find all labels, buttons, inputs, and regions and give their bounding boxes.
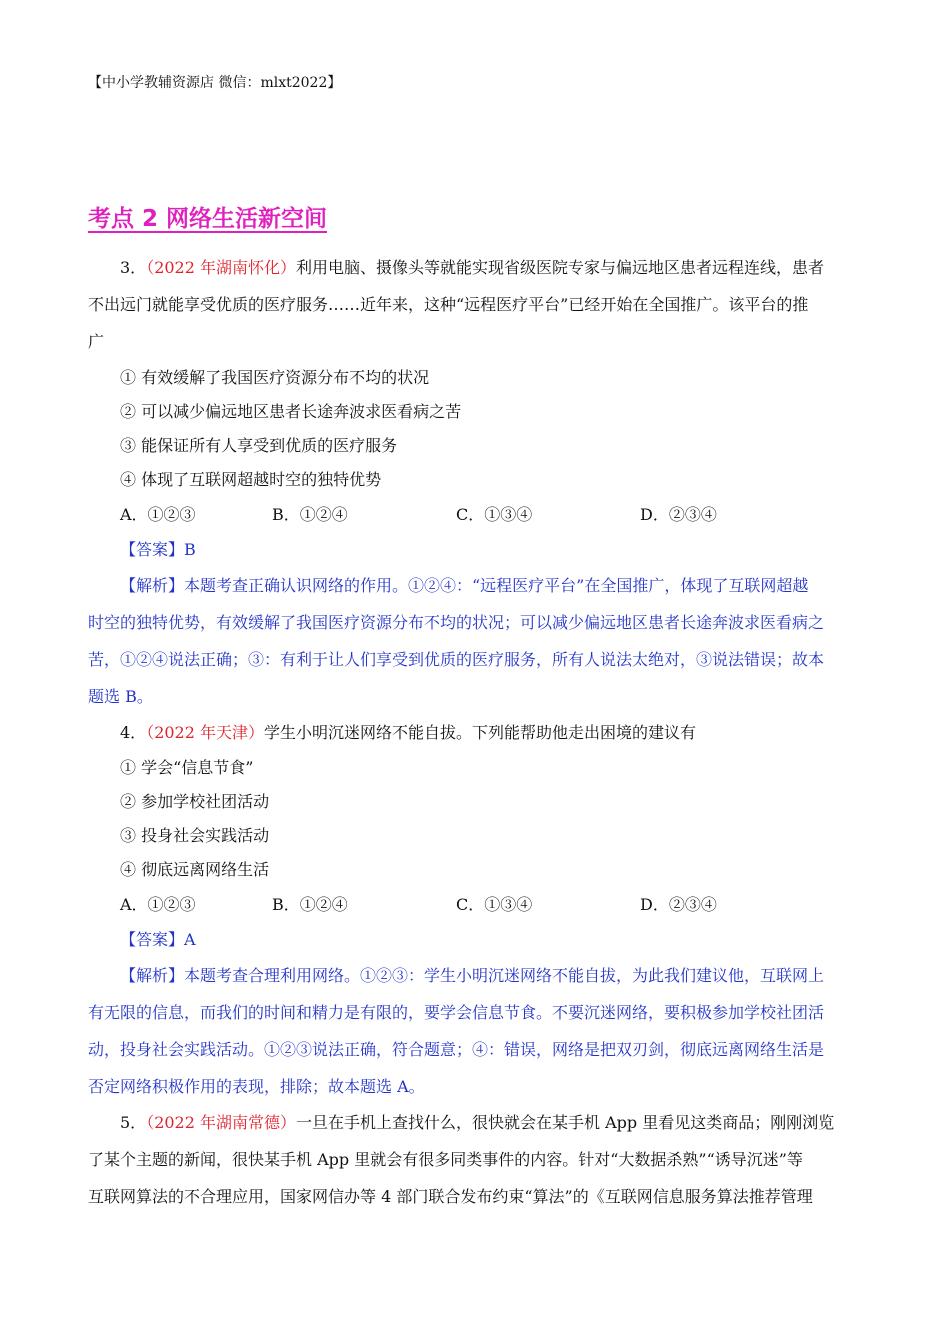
question-source: （2022 年湖南怀化） (146, 258, 296, 277)
stem-text: 一旦在手机上查找什么，很快就会在某手机 App 里看见这类商品；刚刚浏览 (296, 1113, 835, 1132)
question-number: 5． (120, 1113, 147, 1132)
question-3-analysis-line-4: 题选 B。 (88, 687, 153, 706)
question-5-stem-line-3: 互联网算法的不合理应用，国家网信办等 4 部门联合发布约束“算法”的《互联网信息服务算法推荐管理 (88, 1187, 813, 1206)
question-4-analysis-line-3: 动，投身社会实践活动。①②③说法正确，符合题意；④：错误，网络是把双刃剑，彻底远离网络生活是 (88, 1040, 825, 1059)
question-number: 4． (120, 723, 147, 742)
question-3-analysis-line-1: 【解析】本题考查正确认识网络的作用。①②④：“远程医疗平台”在全国推广，体现了互联网超越 (120, 576, 809, 595)
question-source: （2022 年湖南常德） (146, 1113, 296, 1132)
question-3-item-4: ④ 体现了互联网超越时空的独特优势 (120, 470, 382, 489)
question-4-item-4: ④ 彻底远离网络生活 (120, 860, 270, 879)
question-4-stem-line-1 (120, 723, 696, 743)
question-3-choice-b: B．①②④ (272, 505, 348, 524)
question-3-choice-a: A．①②③ (120, 505, 196, 524)
question-5-stem-line-1 (120, 1113, 834, 1133)
question-4-item-2: ② 参加学校社团活动 (120, 792, 270, 811)
question-4-item-1: ① 学会“信息节食” (120, 758, 254, 777)
question-3-answer: 【答案】B (120, 540, 196, 559)
question-3-item-2: ② 可以减少偏远地区患者长途奔波求医看病之苦 (120, 402, 462, 421)
question-3-item-1: ① 有效缓解了我国医疗资源分布不均的状况 (120, 368, 430, 387)
question-3-stem-line-2: 不出远门就能享受优质的医疗服务……近年来，这种“远程医疗平台”已经开始在全国推广。该平台的推 (88, 295, 809, 314)
question-4-choice-c: C．①③④ (456, 895, 533, 914)
question-4-analysis-line-1: 【解析】本题考查合理利用网络。①②③：学生小明沉迷网络不能自拔，为此我们建议他，互联网上 (120, 966, 825, 985)
question-4-choice-d: D．②③④ (640, 895, 717, 914)
stem-text: 利用电脑、摄像头等就能实现省级医院专家与偏远地区患者远程连线，患者 (296, 258, 825, 277)
question-number: 3． (120, 258, 147, 277)
question-3-analysis-line-3: 苦，①②④说法正确；③：有利于让人们享受到优质的医疗服务，所有人说法太绝对，③说法错误；故本 (88, 650, 825, 669)
question-3-choice-d: D．②③④ (640, 505, 717, 524)
question-4-item-3: ③ 投身社会实践活动 (120, 826, 270, 845)
section-title: 考点 2 网络生活新空间 (88, 206, 328, 232)
question-3-choice-c: C．①③④ (456, 505, 533, 524)
question-3-stem-line-3: 广 (88, 332, 105, 351)
question-3-stem-line-1 (120, 258, 824, 278)
question-4-answer: 【答案】A (120, 930, 196, 949)
stem-text: 学生小明沉迷网络不能自拔。下列能帮助他走出困境的建议有 (264, 723, 697, 742)
page-header: 【中小学教辅资源店 微信：mlxt2022】 (88, 75, 342, 91)
question-4-choice-b: B．①②④ (272, 895, 348, 914)
question-source: （2022 年天津） (146, 723, 264, 742)
question-3-analysis-line-2: 时空的独特优势，有效缓解了我国医疗资源分布不均的状况；可以减少偏远地区患者长途奔波求医看病之 (88, 613, 825, 632)
question-5-stem-line-2: 了某个主题的新闻，很快某手机 App 里就会有很多同类事件的内容。针对“大数据杀熟”“诱导沉迷”等 (88, 1150, 803, 1169)
question-4-analysis-line-4: 否定网络积极作用的表现，排除；故本题选 A。 (88, 1077, 425, 1096)
question-4-choice-a: A．①②③ (120, 895, 196, 914)
question-3-item-3: ③ 能保证所有人享受到优质的医疗服务 (120, 436, 398, 455)
question-4-analysis-line-2: 有无限的信息，而我们的时间和精力是有限的，要学会信息节食。不要沉迷网络，要积极参加学校社团活 (88, 1003, 825, 1022)
